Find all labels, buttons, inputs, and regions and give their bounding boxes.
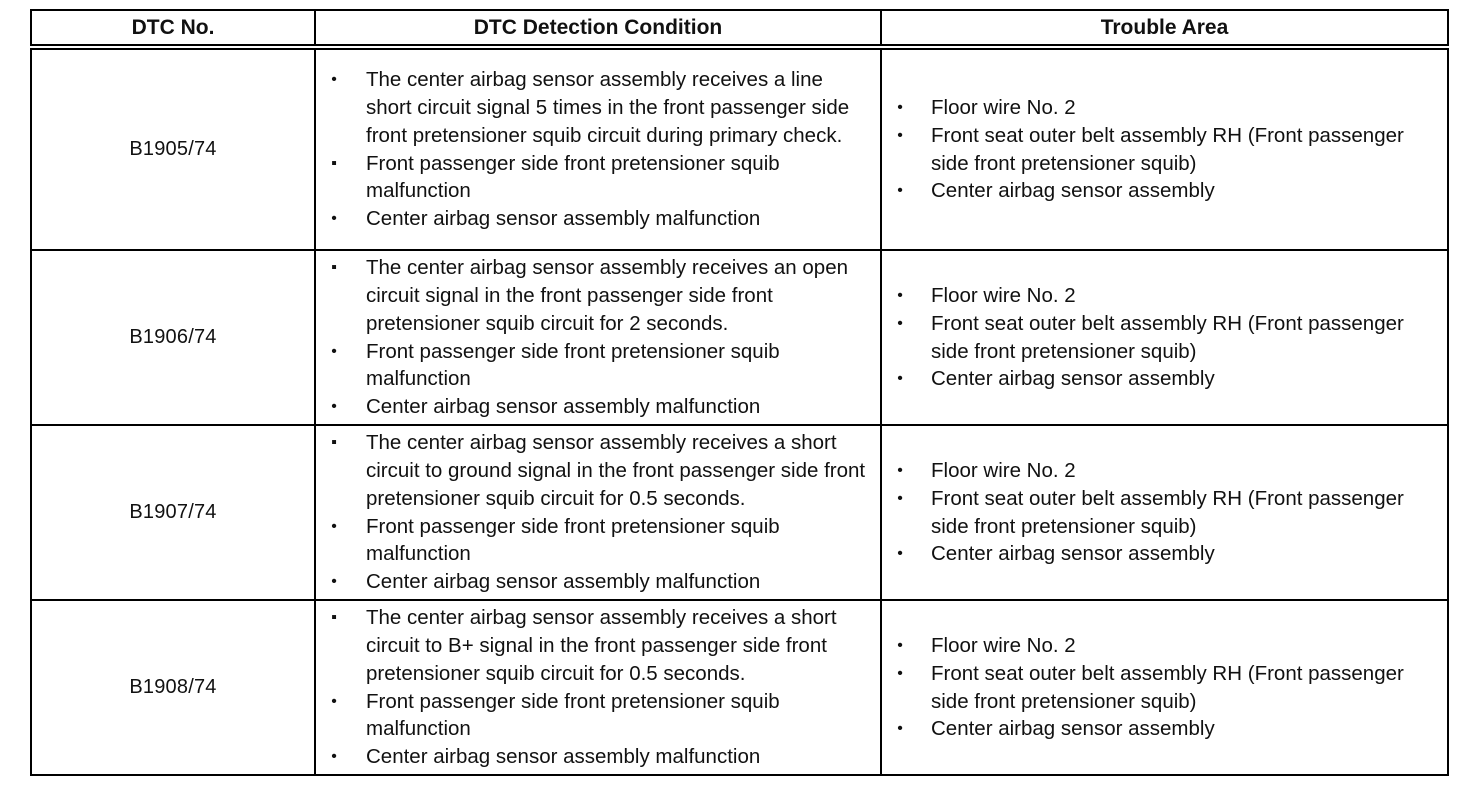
bullet-icon: •	[331, 692, 337, 710]
condition-text: Center airbag sensor assembly malfunction	[366, 395, 761, 419]
trouble-area-cell	[881, 425, 1448, 600]
bullet-icon: •	[331, 517, 337, 535]
condition-text: Front passenger side front pretensioner squib malfunction	[366, 339, 780, 391]
detection-condition-cell	[315, 600, 881, 775]
bullet-icon: •	[331, 71, 337, 89]
condition-text: Front passenger side front pretensioner squib malfunction	[366, 689, 780, 741]
detection-condition-cell	[315, 425, 881, 600]
condition-text: Front passenger side front pretensioner squib malfunction	[366, 514, 780, 566]
condition-text: The center airbag sensor assembly receives an open circuit signal in the front passenger side front pretensioner squib circuit for 2 seconds.	[366, 256, 849, 335]
list-item	[316, 393, 880, 421]
list-item	[882, 310, 1447, 366]
trouble-area-cell	[881, 600, 1448, 775]
bullet-icon: •	[897, 489, 903, 507]
trouble-text: Floor wire No. 2	[931, 633, 1076, 657]
condition-text: The center airbag sensor assembly receives a line short circuit signal 5 times in the front passenger side front pretensioner squib circuit during primary check.	[366, 68, 850, 147]
bullet-icon: •	[897, 182, 903, 200]
condition-text: The center airbag sensor assembly receives a short circuit to B+ signal in the front passenger side front pretensioner squib circuit for 0.5 seconds.	[366, 606, 837, 685]
bullet-icon: •	[331, 210, 337, 228]
trouble-text: Front seat outer belt assembly RH (Front passenger side front pretensioner squib)	[931, 311, 1404, 363]
header-trouble-area: Trouble Area	[881, 10, 1448, 47]
list-item	[316, 150, 880, 206]
bullet-icon: •	[897, 461, 903, 479]
trouble-text: Center airbag sensor assembly	[931, 542, 1215, 566]
bullet-icon: •	[897, 126, 903, 144]
header-detection-condition: DTC Detection Condition	[315, 10, 881, 47]
list-item	[882, 632, 1447, 660]
list-item	[882, 94, 1447, 122]
list-item	[882, 457, 1447, 485]
bullet-icon: •	[897, 636, 903, 654]
table-row	[31, 250, 1448, 425]
list-item	[882, 660, 1447, 716]
detection-condition-cell	[315, 250, 881, 425]
trouble-text: Center airbag sensor assembly	[931, 179, 1215, 203]
condition-text: Front passenger side front pretensioner squib malfunction	[366, 151, 780, 203]
bullet-icon: •	[897, 370, 903, 388]
list-item	[316, 66, 880, 149]
bullet-icon: •	[897, 98, 903, 116]
header-dtc-no: DTC No.	[31, 10, 315, 47]
trouble-text: Floor wire No. 2	[931, 283, 1076, 307]
list-item	[882, 365, 1447, 393]
trouble-text: Floor wire No. 2	[931, 458, 1076, 482]
bullet-icon: •	[331, 748, 337, 766]
condition-text: Center airbag sensor assembly malfunction	[366, 207, 761, 231]
trouble-area-cell	[881, 47, 1448, 250]
bullet-icon: •	[331, 398, 337, 416]
header-row	[31, 10, 1448, 47]
trouble-text: Front seat outer belt assembly RH (Front passenger side front pretensioner squib)	[931, 123, 1404, 175]
dtc-table	[30, 9, 1449, 776]
bullet-icon: •	[897, 664, 903, 682]
table-row	[31, 425, 1448, 600]
list-item	[316, 513, 880, 569]
dtc-code: B1908/74	[31, 600, 315, 775]
trouble-text: Center airbag sensor assembly	[931, 717, 1215, 741]
list-item	[882, 715, 1447, 743]
table-row	[31, 600, 1448, 775]
list-item	[316, 338, 880, 394]
list-item	[316, 604, 880, 687]
list-item	[882, 122, 1447, 178]
bullet-icon: ▪	[331, 434, 337, 452]
dtc-code: B1906/74	[31, 250, 315, 425]
dtc-code: B1905/74	[31, 47, 315, 250]
bullet-icon: ▪	[331, 609, 337, 627]
list-item	[316, 429, 880, 512]
bullet-icon: •	[331, 342, 337, 360]
table-row	[31, 47, 1448, 250]
list-item	[316, 743, 880, 771]
bullet-icon: •	[897, 545, 903, 563]
bullet-icon: ▪	[331, 154, 337, 172]
dtc-code: B1907/74	[31, 425, 315, 600]
list-item	[316, 568, 880, 596]
list-item	[882, 282, 1447, 310]
bullet-icon: •	[897, 286, 903, 304]
list-item	[316, 254, 880, 337]
condition-text: Center airbag sensor assembly malfunction	[366, 745, 761, 769]
trouble-text: Front seat outer belt assembly RH (Front passenger side front pretensioner squib)	[931, 661, 1404, 713]
list-item	[882, 177, 1447, 205]
bullet-icon: ▪	[331, 259, 337, 277]
bullet-icon: •	[331, 573, 337, 591]
bullet-icon: •	[897, 720, 903, 738]
trouble-area-cell	[881, 250, 1448, 425]
list-item	[316, 688, 880, 744]
list-item	[882, 485, 1447, 541]
list-item	[882, 540, 1447, 568]
list-item	[316, 205, 880, 233]
trouble-text: Floor wire No. 2	[931, 95, 1076, 119]
condition-text: Center airbag sensor assembly malfunction	[366, 570, 761, 594]
trouble-text: Center airbag sensor assembly	[931, 367, 1215, 391]
bullet-icon: •	[897, 314, 903, 332]
condition-text: The center airbag sensor assembly receives a short circuit to ground signal in the front passenger side front pretensioner squib circuit for 0.5 seconds.	[366, 431, 866, 510]
detection-condition-cell	[315, 47, 881, 250]
trouble-text: Front seat outer belt assembly RH (Front passenger side front pretensioner squib)	[931, 486, 1404, 538]
